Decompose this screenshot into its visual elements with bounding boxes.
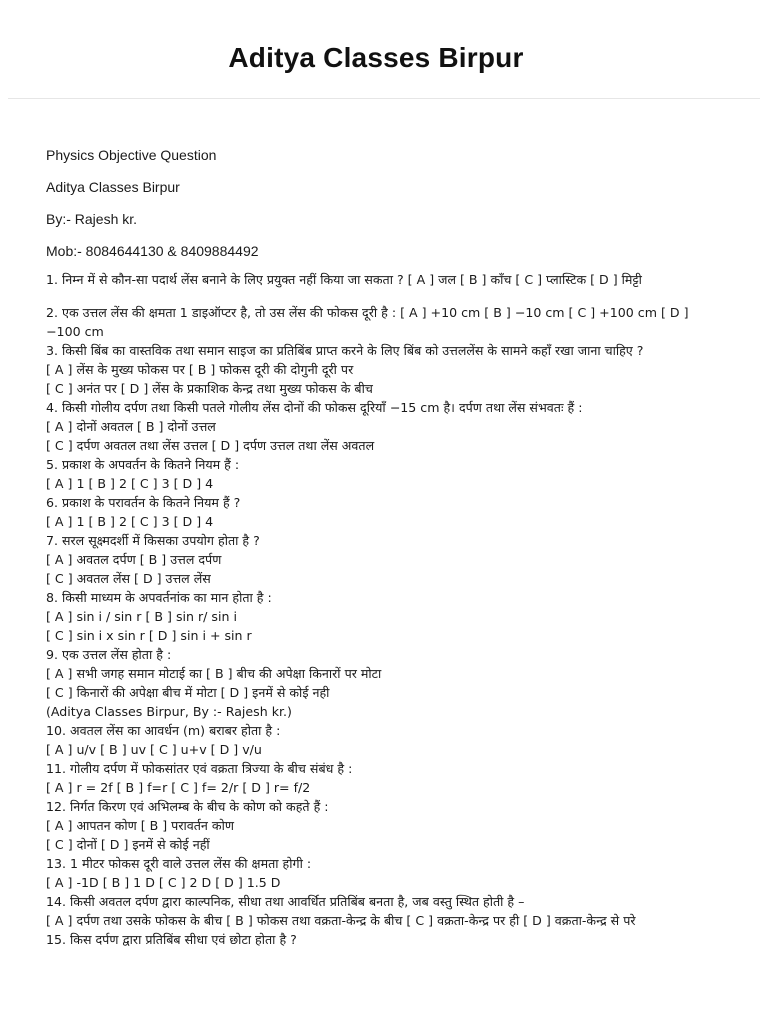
question-5: 5. प्रकाश के अपवर्तन के कितने नियम हैं : xyxy=(46,457,240,472)
answer-options: [ C ] दोनों [ D ] इनमें से कोई नहीं xyxy=(46,837,210,852)
answer-options: [ A ] सभी जगह समान मोटाई का [ B ] बीच की अपेक्षा किनारों पर मोटा xyxy=(46,666,382,681)
header-line-subject: Physics Objective Question xyxy=(46,147,217,163)
header-line-mobile: Mob:- 8084644130 & 8409884492 xyxy=(46,243,259,259)
question-1: 1. निम्न में से कौन-सा पदार्थ लेंस बनाने के लिए प्रयुक्त नहीं किया जा सकता ? [ A ] जल [ B ] काँच [ C ] प्लास्टिक [ D ] मिट्टी xyxy=(46,272,642,287)
question-15: 15. किस दर्पण द्वारा प्रतिबिंब सीधा एवं छोटा होता है ? xyxy=(46,932,297,947)
question-8: 8. किसी माध्यम के अपवर्तनांक का मान होता है : xyxy=(46,590,272,605)
answer-options: [ A ] u/v [ B ] uv [ C ] u+v [ D ] v/u xyxy=(46,742,262,757)
answer-options: [ A ] अवतल दर्पण [ B ] उत्तल दर्पण xyxy=(46,552,222,567)
answer-options: [ C ] अनंत पर [ D ] लेंस के प्रकाशिक केन्द्र तथा मुख्य फोकस के बीच xyxy=(46,381,373,396)
answer-options: [ A ] आपतन कोण [ B ] परावर्तन कोण xyxy=(46,818,234,833)
answer-options: [ C ] दर्पण अवतल तथा लेंस उत्तल [ D ] दर्पण उत्तल तथा लेंस अवतल xyxy=(46,438,375,453)
attribution-note: (Aditya Classes Birpur, By :- Rajesh kr.) xyxy=(46,704,292,719)
question-13: 13. 1 मीटर फोकस दूरी वाले उत्तल लेंस की क्षमता होगी : xyxy=(46,856,312,871)
question-11: 11. गोलीय दर्पण में फोकसांतर एवं वक्रता त्रिज्या के बीच संबंध है : xyxy=(46,761,353,776)
page-title: Aditya Classes Birpur xyxy=(228,42,524,73)
answer-options: [ A ] -1D [ B ] 1 D [ C ] 2 D [ D ] 1.5 D xyxy=(46,875,281,890)
answer-options: [ A ] दोनों अवतल [ B ] दोनों उत्तल xyxy=(46,419,216,434)
question-6: 6. प्रकाश के परावर्तन के कितने नियम हैं ? xyxy=(46,495,241,510)
question-12: 12. निर्गत किरण एवं अभिलम्ब के बीच के कोण को कहते हैं : xyxy=(46,799,329,814)
title-divider xyxy=(8,98,760,99)
question-3: 3. किसी बिंब का वास्तविक तथा समान साइज का प्रतिबिंब प्राप्त करने के लिए बिंब को उत्तललेंस के सामने कहाँ रखा जाना चाहिए ? xyxy=(46,343,644,358)
question-2: 2. एक उत्तल लेंस की क्षमता 1 डाइऑप्टर है, तो उस लेंस की फोकस दूरी है : [ A ] +10 cm [ B ] −10 cm [ C ] +100 cm [ D ] −100 cm xyxy=(46,305,689,339)
answer-options: [ A ] 1 [ B ] 2 [ C ] 3 [ D ] 4 xyxy=(46,514,214,529)
question-9: 9. एक उत्तल लेंस होता है : xyxy=(46,647,172,662)
answer-options: [ A ] r = 2f [ B ] f=r [ C ] f= 2/r [ D ] r= f/2 xyxy=(46,780,311,795)
question-list xyxy=(46,270,726,949)
question-4: 4. किसी गोलीय दर्पण तथा किसी पतले गोलीय लेंस दोनों की फोकस दूरियाँ −15 cm है। दर्पण तथा लेंस संभवतः हैं : xyxy=(46,400,583,415)
answer-options: [ C ] sin i x sin r [ D ] sin i + sin r xyxy=(46,628,252,643)
answer-options: [ A ] दर्पण तथा उसके फोकस के बीच [ B ] फोकस तथा वक्रता-केन्द्र के बीच [ C ] वक्रता-केन्द्र पर ही [ D ] वक्रता-केन्द्र से परे xyxy=(46,913,636,928)
answer-options: [ A ] 1 [ B ] 2 [ C ] 3 [ D ] 4 xyxy=(46,476,214,491)
question-10: 10. अवतल लेंस का आवर्धन (m) बराबर होता है : xyxy=(46,723,281,738)
answer-options: [ A ] sin i / sin r [ B ] sin r/ sin i xyxy=(46,609,237,624)
header-line-author: By:- Rajesh kr. xyxy=(46,211,138,227)
question-14: 14. किसी अवतल दर्पण द्वारा काल्पनिक, सीधा तथा आवर्धित प्रतिबिंब बनता है, जब वस्तु स्थित होती है – xyxy=(46,894,525,909)
answer-options: [ C ] अवतल लेंस [ D ] उत्तल लेंस xyxy=(46,571,211,586)
answer-options: [ A ] लेंस के मुख्य फोकस पर [ B ] फोकस दूरी की दोगुनी दूरी पर xyxy=(46,362,354,377)
question-7: 7. सरल सूक्ष्मदर्शी में किसका उपयोग होता है ? xyxy=(46,533,260,548)
answer-options: [ C ] किनारों की अपेक्षा बीच में मोटा [ D ] इनमें से कोई नही xyxy=(46,685,330,700)
header-line-institute: Aditya Classes Birpur xyxy=(46,179,180,195)
